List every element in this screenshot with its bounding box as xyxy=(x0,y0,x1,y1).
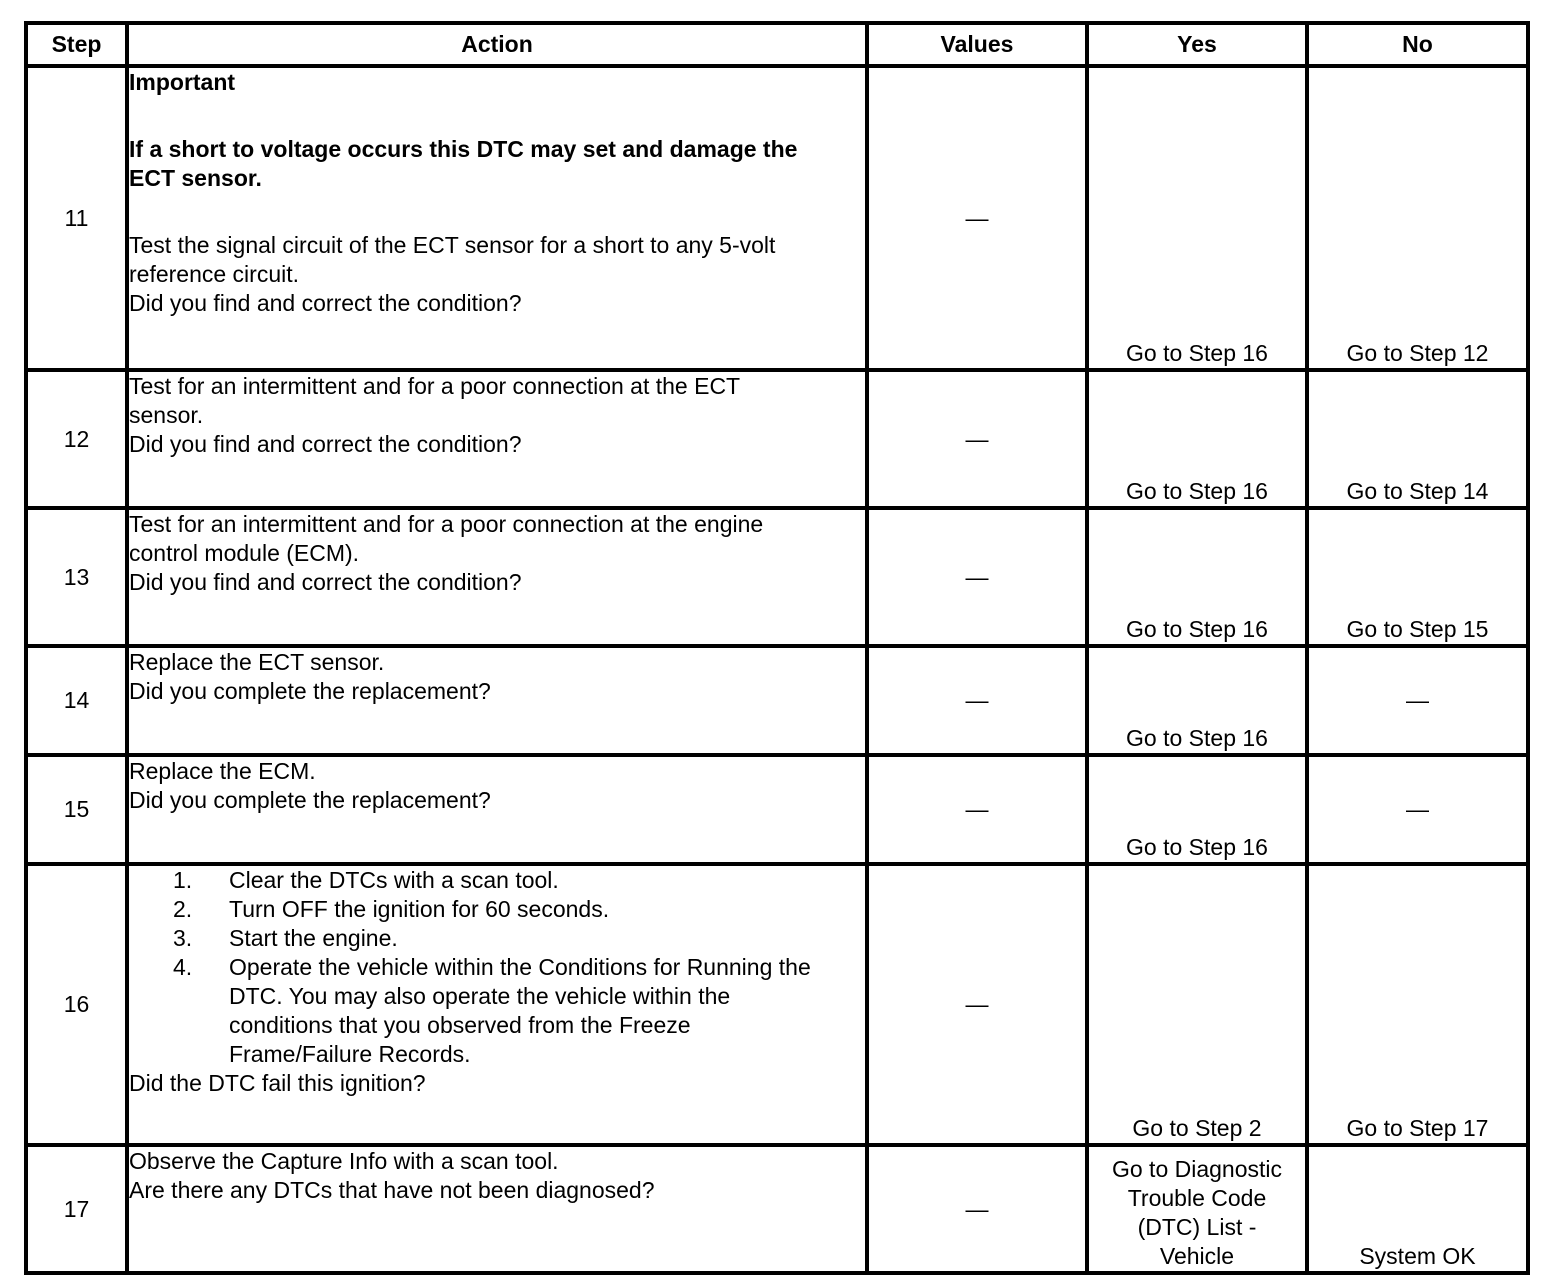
list-number: 3. xyxy=(173,925,193,951)
list-item xyxy=(173,866,865,895)
instruction-text: Test for an intermittent and for a poor connection at the engine control module (ECM). xyxy=(129,511,764,566)
question-text: Did you find and correct the condition? xyxy=(129,290,522,316)
action-cell xyxy=(127,508,867,646)
header-yes: Yes xyxy=(1087,23,1307,66)
yes-cell: Go to Step 16 xyxy=(1087,66,1307,370)
values-cell: — xyxy=(867,370,1087,508)
step-number: 13 xyxy=(26,508,127,646)
no-cell: — xyxy=(1307,646,1528,755)
question-text: Did you find and correct the condition? xyxy=(129,431,522,457)
instruction-text: Replace the ECM. xyxy=(129,758,316,784)
no-cell: Go to Step 14 xyxy=(1307,370,1528,508)
table-row xyxy=(26,66,1528,370)
list-text: Turn OFF the ignition for 60 seconds. xyxy=(229,896,610,922)
list-text: Start the engine. xyxy=(229,925,398,951)
header-no: No xyxy=(1307,23,1528,66)
action-cell xyxy=(127,755,867,864)
values-cell: — xyxy=(867,1145,1087,1273)
instruction-text: Test the signal circuit of the ECT sensor for a short to any 5-volt reference circuit. xyxy=(129,232,776,287)
instruction-text: Test for an intermittent and for a poor connection at the ECT sensor. xyxy=(129,373,740,428)
table-row xyxy=(26,755,1528,864)
values-cell: — xyxy=(867,646,1087,755)
list-number: 4. xyxy=(173,954,193,980)
step-number: 11 xyxy=(26,66,127,370)
list-number: 1. xyxy=(173,867,193,893)
question-text: Did you find and correct the condition? xyxy=(129,569,522,595)
values-cell: — xyxy=(867,755,1087,864)
values-cell: — xyxy=(867,864,1087,1145)
diagnostic-table xyxy=(24,21,1530,1275)
step-number: 12 xyxy=(26,370,127,508)
question-text: Are there any DTCs that have not been diagnosed? xyxy=(129,1177,655,1203)
list-text: Clear the DTCs with a scan tool. xyxy=(229,867,559,893)
list-item xyxy=(173,924,865,953)
no-cell: Go to Step 12 xyxy=(1307,66,1528,370)
list-item xyxy=(173,895,865,924)
step-number: 16 xyxy=(26,864,127,1145)
no-cell: Go to Step 15 xyxy=(1307,508,1528,646)
action-cell xyxy=(127,646,867,755)
list-text: Operate the vehicle within the Conditions for Running the DTC. You may also operate the vehicle within the conditions that you observed from the Freeze Frame/Failure Records. xyxy=(229,954,811,1067)
action-cell xyxy=(127,864,867,1145)
header-values: Values xyxy=(867,23,1087,66)
table-row xyxy=(26,508,1528,646)
important-label: Important xyxy=(129,69,236,95)
header-step: Step xyxy=(26,23,127,66)
table-row xyxy=(26,646,1528,755)
step-number: 17 xyxy=(26,1145,127,1273)
yes-cell: Go to Step 16 xyxy=(1087,755,1307,864)
table-row xyxy=(26,864,1528,1145)
instruction-text: Replace the ECT sensor. xyxy=(129,649,385,675)
values-cell: — xyxy=(867,508,1087,646)
question-text: Did you complete the replacement? xyxy=(129,787,491,813)
step-number: 14 xyxy=(26,646,127,755)
question-text: Did you complete the replacement? xyxy=(129,678,491,704)
no-cell: Go to Step 17 xyxy=(1307,864,1528,1145)
yes-cell: Go to Step 16 xyxy=(1087,508,1307,646)
yes-cell: Go to Step 16 xyxy=(1087,370,1307,508)
table-row xyxy=(26,370,1528,508)
yes-cell: Go to Diagnostic Trouble Code (DTC) List - Vehicle xyxy=(1087,1145,1307,1273)
instruction-text: Observe the Capture Info with a scan tool. xyxy=(129,1148,559,1174)
list-item xyxy=(173,953,865,1069)
no-cell: — xyxy=(1307,755,1528,864)
action-cell xyxy=(127,370,867,508)
yes-cell: Go to Step 2 xyxy=(1087,864,1307,1145)
action-cell xyxy=(127,66,867,370)
no-cell: System OK xyxy=(1307,1145,1528,1273)
procedure-list xyxy=(129,866,865,1069)
warning-text: If a short to voltage occurs this DTC may set and damage the ECT sensor. xyxy=(129,136,798,191)
step-number: 15 xyxy=(26,755,127,864)
header-row xyxy=(26,23,1528,66)
action-cell xyxy=(127,1145,867,1273)
header-action: Action xyxy=(127,23,867,66)
table-row xyxy=(26,1145,1528,1273)
yes-cell: Go to Step 16 xyxy=(1087,646,1307,755)
question-text: Did the DTC fail this ignition? xyxy=(129,1070,426,1096)
list-number: 2. xyxy=(173,896,193,922)
values-cell: — xyxy=(867,66,1087,370)
